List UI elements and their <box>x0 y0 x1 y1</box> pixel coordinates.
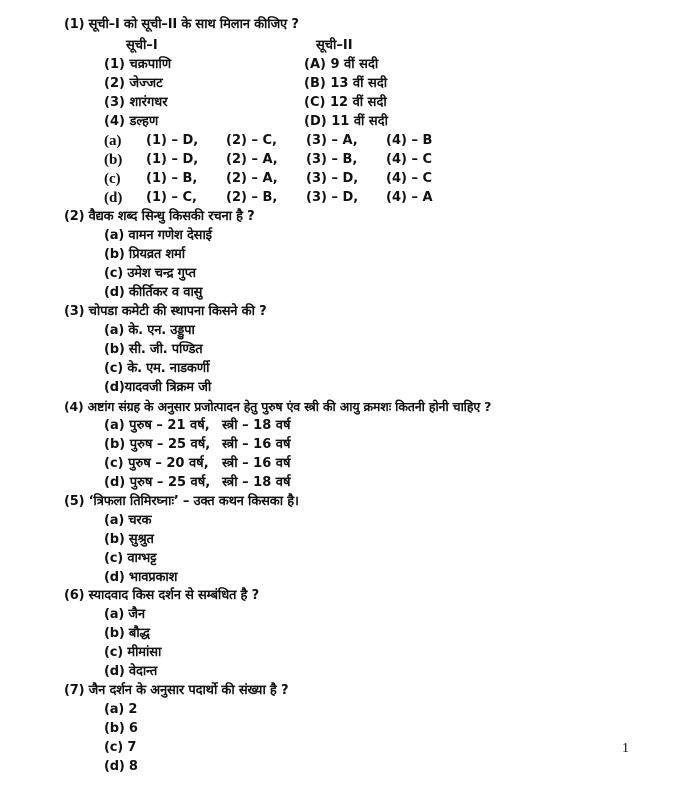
list1-item: (2) जेज्जट <box>104 76 163 91</box>
list1-item: (1) चक्रपाणि <box>104 57 172 72</box>
question-1: (1) सूची–I को सूची–II के साथ मिलान कीजिए ? <box>64 17 299 32</box>
option-item: (c) मीमांसा <box>104 645 162 660</box>
option-item: (d) कीर्तिकर व वासु <box>104 285 203 300</box>
question-7: (7) जैन दर्शन के अनुसार पदार्थो की संख्या है ? <box>64 683 289 698</box>
list1-item: (4) डल्हण <box>104 114 159 129</box>
question-4: (4) अष्टांग संग्रह के अनुसार प्रजोत्पादन हेतु पुरुष एंव स्त्री की आयु क्रमशः कितनी होनी चाहिए ? <box>64 399 492 414</box>
option-female-age: स्त्री – 16 वर्ष <box>222 456 291 471</box>
option-male-age: (d) पुरुष – 25 वर्ष, <box>104 475 211 490</box>
option-item: (d) 8 <box>104 759 138 774</box>
match-pair: (2) – A, <box>226 152 278 167</box>
list2-item: (A) 9 वीं सदी <box>304 57 379 72</box>
question-2: (2) वैद्यक शब्द सिन्धु किसकी रचना है ? <box>64 209 255 224</box>
option-item: (b) सुश्रुत <box>104 532 154 547</box>
option-item: (b) सी. जी. पण्डित <box>104 342 203 357</box>
option-item: (b) बौद्ध <box>104 626 150 641</box>
option-letter: (d) <box>104 190 123 206</box>
option-item: (c) के. एम. नाडकर्णी <box>104 361 210 376</box>
option-letter: (c) <box>104 171 121 187</box>
match-pair: (2) – C, <box>226 133 277 148</box>
match-pair: (3) – A, <box>306 133 358 148</box>
match-pair: (1) – D, <box>146 133 199 148</box>
match-pair: (1) – D, <box>146 152 199 167</box>
list2-item: (D) 11 वीं सदी <box>304 114 388 129</box>
option-male-age: (a) पुरुष – 21 वर्ष, <box>104 418 210 433</box>
option-item: (c) 7 <box>104 740 137 755</box>
option-female-age: स्त्री – 18 वर्ष <box>222 475 291 490</box>
match-pair: (3) – D, <box>306 171 359 186</box>
option-item: (d) वेदान्त <box>104 664 158 679</box>
option-item: (a) जैन <box>104 607 145 622</box>
option-item: (a) 2 <box>104 702 138 717</box>
option-male-age: (b) पुरुष – 25 वर्ष, <box>104 437 211 452</box>
option-female-age: स्त्री – 18 वर्ष <box>222 418 291 433</box>
match-pair: (2) – A, <box>226 171 278 186</box>
list2-header: सूची–II <box>316 38 353 53</box>
option-item: (d) भावप्रकाश <box>104 570 178 585</box>
option-item: (c) वाग्भट्ट <box>104 551 157 566</box>
option-item: (b) 6 <box>104 721 138 736</box>
match-pair: (4) – A <box>386 190 433 205</box>
option-male-age: (c) पुरुष – 20 वर्ष, <box>104 456 209 471</box>
option-item: (a) चरक <box>104 513 152 528</box>
option-letter: (b) <box>104 152 123 168</box>
list1-item: (3) शारंगधर <box>104 95 168 110</box>
match-pair: (3) – B, <box>306 152 358 167</box>
question-6: (6) स्यादवाद किस दर्शन से सम्बंधित है ? <box>64 588 259 603</box>
match-pair: (3) – D, <box>306 190 359 205</box>
list2-item: (C) 12 वीं सदी <box>304 95 387 110</box>
match-pair: (4) – B <box>386 133 433 148</box>
option-item: (a) के. एन. उड्डुपा <box>104 323 195 338</box>
option-item: (b) प्रियव्रत शर्मा <box>104 247 185 262</box>
match-pair: (4) – C <box>386 171 433 186</box>
option-item: (c) उमेश चन्द्र गुप्त <box>104 266 196 281</box>
option-letter: (a) <box>104 133 122 149</box>
match-pair: (1) – B, <box>146 171 198 186</box>
option-female-age: स्त्री – 16 वर्ष <box>222 437 291 452</box>
list1-header: सूची–I <box>126 38 158 53</box>
match-pair: (4) – C <box>386 152 433 167</box>
list2-item: (B) 13 वीं सदी <box>304 76 388 91</box>
question-5: (5) ‘त्रिफला तिमिरघ्नाः’ – उक्त कथन किसका है। <box>64 494 299 509</box>
question-3: (3) चोपडा कमेटी की स्थापना किसने की ? <box>64 304 267 319</box>
match-pair: (1) – C, <box>146 190 197 205</box>
page-number: 1 <box>622 741 629 756</box>
match-pair: (2) – B, <box>226 190 278 205</box>
option-item: (d)यादवजी त्रिक्रम जी <box>104 380 212 395</box>
option-item: (a) वामन गणेश देसाई <box>104 228 212 243</box>
